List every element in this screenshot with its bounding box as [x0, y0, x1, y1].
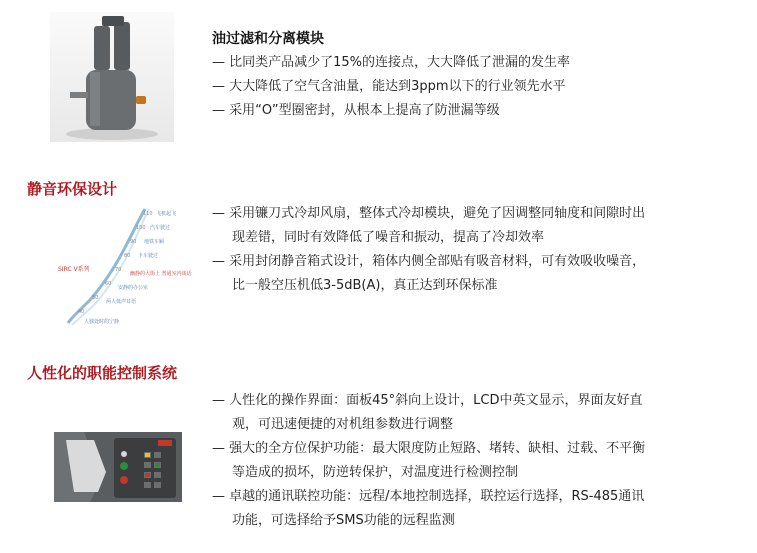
section3-bullets: [212, 389, 645, 533]
section3-title: 人性化的职能控制系统: [27, 364, 178, 382]
section1-title: 油过滤和分离模块: [212, 31, 324, 47]
noise-source-label: 飞机起飞: [156, 211, 177, 217]
bullet-item-continuation: 功能，可选择给予SMS功能的远程监测: [232, 513, 455, 528]
bullet-item: — 大大降低了空气含油量，能达到3ppm以下的行业领先水平: [212, 79, 566, 94]
noise-source-label: 卡车驶过: [138, 253, 159, 259]
bullet-item: — 人性化的操作界面：面板45°斜向上设计，LCD中英文显示，界面友好直: [212, 393, 643, 408]
noise-source-label: 安静的办公室: [118, 285, 149, 291]
control-panel-image: [54, 432, 182, 502]
noise-source-label: 人独处时的宁静: [84, 319, 120, 325]
tick-label: 50: [92, 295, 99, 301]
bullet-item: — 强大的全方位保护功能：最大限度防止短路、堵转、缺相、过载、不平衡: [212, 441, 646, 456]
bullet-item: — 采用镰刀式冷却风扇，整体式冷却模块，避免了因调整同轴度和间隙时出: [212, 206, 646, 221]
bullet-item-continuation: 比一般空压机低3-5dB(A)，真正达到环保标准: [232, 278, 498, 293]
tick-label: 90: [130, 239, 137, 245]
section2-bullets: [212, 202, 645, 298]
bullet-item-continuation: 观，可迅速便捷的对机组参数进行调整: [232, 417, 454, 432]
chart-callout: 幽静的大街上 普通室内谈话: [130, 271, 192, 277]
bullet-item-continuation: 现差错，同时有效降低了噪音和振动，提高了冷却效率: [232, 230, 545, 245]
noise-source-label: 地铁车厢: [144, 239, 165, 245]
chart-series-label: SIRC V系列: [58, 266, 90, 273]
tick-label: 70: [115, 267, 122, 273]
bullet-item-continuation: 等造成的损坏，防逆转保护，对温度进行检测控制: [232, 465, 519, 480]
tick-label: 100: [136, 225, 146, 231]
tick-label: 80: [124, 253, 131, 259]
tick-label: 60: [105, 281, 112, 287]
noise-level-chart-image: [50, 205, 200, 330]
bullet-item: — 比同类产品减少了15%的连接点，大大降低了泄漏的发生率: [212, 55, 571, 70]
bullet-item: — 采用封闭静音箱式设计，箱体内侧全部贴有吸音材料，可有效吸收噪音，: [212, 254, 646, 269]
section2-title: 静音环保设计: [27, 180, 118, 198]
section1-bullets: [212, 51, 570, 123]
bullet-item: — 采用“O”型圈密封，从根本上提高了防泄漏等级: [212, 103, 500, 118]
tick-label: 40: [78, 309, 85, 315]
tick-label: 110: [143, 211, 153, 217]
noise-source-label: 汽车驶过: [150, 225, 171, 231]
bullet-item: — 卓越的通讯联控功能：远程/本地控制选择，联控运行选择，RS-485通讯: [212, 489, 645, 504]
oil-filter-module-image: [50, 12, 174, 142]
noise-source-label: 两人低声耳语: [106, 299, 137, 305]
